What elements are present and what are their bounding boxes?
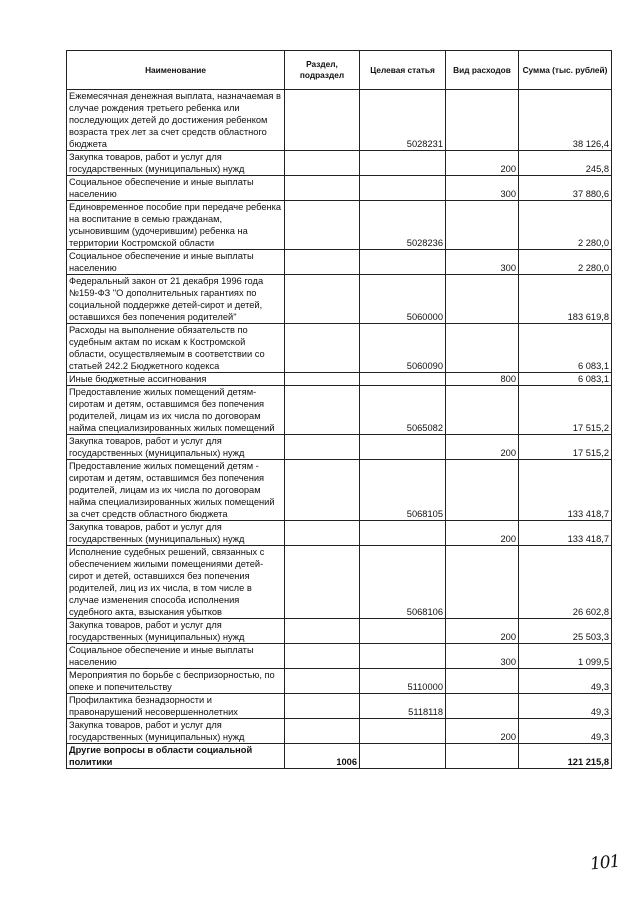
row-name-cell: Исполнение судебных решений, связанных с обеспечением жилыми помещениями детей-сирот и детей, оставшихся без попечения родителей, лиц из их числа, в том числе в случае изменения способа исполнения судебного акта, взыскания убытков (67, 546, 285, 619)
row-section-cell (285, 176, 360, 201)
row-sum-cell: 245,8 (519, 151, 612, 176)
row-target-cell (360, 250, 446, 275)
header-expense-type: Вид расходов (446, 51, 519, 90)
table-row (67, 669, 612, 694)
table-row (67, 435, 612, 460)
row-sum-cell: 1 099,5 (519, 644, 612, 669)
row-sum-cell: 6 083,1 (519, 373, 612, 386)
row-type-cell (446, 275, 519, 324)
row-name-cell: Ежемесячная денежная выплата, назначаемая в случае рождения третьего ребенка или последующих детей до достижения ребенком возраста трех лет за счет средств областного бюджета (67, 90, 285, 151)
table-row (67, 151, 612, 176)
table-row (67, 744, 612, 769)
row-name-cell: Социальное обеспечение и иные выплаты населению (67, 176, 285, 201)
row-type-cell: 200 (446, 435, 519, 460)
row-target-cell (360, 176, 446, 201)
table-row (67, 619, 612, 644)
row-target-cell (360, 521, 446, 546)
row-name-cell: Закупка товаров, работ и услуг для государственных (муниципальных) нужд (67, 151, 285, 176)
row-sum-cell: 17 515,2 (519, 386, 612, 435)
row-name-cell: Закупка товаров, работ и услуг для государственных (муниципальных) нужд (67, 521, 285, 546)
row-name-cell: Расходы на выполнение обязательств по судебным актам по искам к Костромской области, осуществляемым в соответствии со статьей 242.2 Бюджетного кодекса (67, 324, 285, 373)
row-type-cell (446, 669, 519, 694)
row-sum-cell: 133 418,7 (519, 460, 612, 521)
row-type-cell (446, 386, 519, 435)
table-row (67, 201, 612, 250)
header-target: Целевая статья (360, 51, 446, 90)
row-sum-cell: 2 280,0 (519, 250, 612, 275)
row-name-cell: Социальное обеспечение и иные выплаты населению (67, 250, 285, 275)
row-target-cell: 5068105 (360, 460, 446, 521)
table-row (67, 546, 612, 619)
row-section-cell (285, 324, 360, 373)
row-target-cell (360, 373, 446, 386)
row-target-cell: 5060090 (360, 324, 446, 373)
row-section-cell (285, 546, 360, 619)
row-type-cell (446, 460, 519, 521)
table-row (67, 324, 612, 373)
row-type-cell: 800 (446, 373, 519, 386)
row-type-cell (446, 744, 519, 769)
row-target-cell: 5028231 (360, 90, 446, 151)
row-section-cell (285, 250, 360, 275)
row-target-cell (360, 719, 446, 744)
row-section-cell (285, 275, 360, 324)
row-target-cell (360, 744, 446, 769)
row-name-cell: Предоставление жилых помещений детям - сиротам и детям, оставшимся без попечения родителей, лицам из их числа по договорам найма специализированных жилых помещений за счет средств областного бюджета (67, 460, 285, 521)
row-section-cell (285, 460, 360, 521)
row-target-cell (360, 619, 446, 644)
row-target-cell: 5110000 (360, 669, 446, 694)
row-type-cell: 300 (446, 250, 519, 275)
row-sum-cell: 2 280,0 (519, 201, 612, 250)
row-name-cell: Закупка товаров, работ и услуг для государственных (муниципальных) нужд (67, 435, 285, 460)
table-row (67, 719, 612, 744)
page-number: 101 (589, 851, 621, 875)
row-type-cell (446, 201, 519, 250)
row-name-cell: Закупка товаров, работ и услуг для государственных (муниципальных) нужд (67, 719, 285, 744)
row-type-cell: 300 (446, 644, 519, 669)
row-name-cell: Социальное обеспечение и иные выплаты населению (67, 644, 285, 669)
table-row (67, 521, 612, 546)
row-type-cell: 200 (446, 151, 519, 176)
row-name-cell: Федеральный закон от 21 декабря 1996 года №159-ФЗ "О дополнительных гарантиях по социальной поддержке детей-сирот и детей, оставшихся без попечения родителей" (67, 275, 285, 324)
row-name-cell: Другие вопросы в области социальной политики (67, 744, 285, 769)
row-target-cell: 5065082 (360, 386, 446, 435)
table-row (67, 386, 612, 435)
budget-table (66, 50, 612, 769)
table-row (67, 90, 612, 151)
row-name-cell: Профилактика безнадзорности и правонарушений несовершеннолетних (67, 694, 285, 719)
row-sum-cell: 37 880,6 (519, 176, 612, 201)
row-sum-cell: 38 126,4 (519, 90, 612, 151)
table-row (67, 694, 612, 719)
row-sum-cell: 6 083,1 (519, 324, 612, 373)
row-name-cell: Предоставление жилых помещений детям-сиротам и детям, оставшимся без попечения родителей, лицам из их числа по договорам найма специализированных жилых помещений (67, 386, 285, 435)
row-sum-cell: 133 418,7 (519, 521, 612, 546)
row-section-cell (285, 644, 360, 669)
table-row (67, 373, 612, 386)
row-type-cell: 200 (446, 719, 519, 744)
row-target-cell (360, 644, 446, 669)
row-sum-cell: 17 515,2 (519, 435, 612, 460)
row-sum-cell: 49,3 (519, 719, 612, 744)
row-type-cell (446, 694, 519, 719)
table-row (67, 250, 612, 275)
row-target-cell: 5060000 (360, 275, 446, 324)
row-target-cell: 5068106 (360, 546, 446, 619)
row-sum-cell: 49,3 (519, 694, 612, 719)
row-target-cell: 5028236 (360, 201, 446, 250)
row-name-cell: Мероприятия по борьбе с беспризорностью, по опеке и попечительству (67, 669, 285, 694)
row-sum-cell: 183 619,8 (519, 275, 612, 324)
row-name-cell: Единовременное пособие при передаче ребенка на воспитание в семью гражданам, усыновившим (удочерившим) ребенка на территории Костромской области (67, 201, 285, 250)
row-section-cell (285, 373, 360, 386)
row-section-cell (285, 435, 360, 460)
header-name: Наименование (67, 51, 285, 90)
row-sum-cell: 49,3 (519, 669, 612, 694)
row-section-cell (285, 386, 360, 435)
row-type-cell (446, 546, 519, 619)
header-section: Раздел, подраздел (285, 51, 360, 90)
row-section-cell (285, 151, 360, 176)
table-row (67, 275, 612, 324)
header-sum: Сумма (тыс. рублей) (519, 51, 612, 90)
row-type-cell: 300 (446, 176, 519, 201)
row-target-cell (360, 151, 446, 176)
row-sum-cell: 25 503,3 (519, 619, 612, 644)
table-row (67, 460, 612, 521)
row-section-cell (285, 521, 360, 546)
row-target-cell: 5118118 (360, 694, 446, 719)
row-section-cell (285, 619, 360, 644)
row-section-cell: 1006 (285, 744, 360, 769)
row-target-cell (360, 435, 446, 460)
table-row (67, 176, 612, 201)
row-sum-cell: 26 602,8 (519, 546, 612, 619)
row-section-cell (285, 201, 360, 250)
row-name-cell: Закупка товаров, работ и услуг для государственных (муниципальных) нужд (67, 619, 285, 644)
row-section-cell (285, 694, 360, 719)
row-type-cell (446, 324, 519, 373)
table-row (67, 644, 612, 669)
row-section-cell (285, 719, 360, 744)
table-header-row (67, 51, 612, 90)
row-section-cell (285, 669, 360, 694)
row-name-cell: Иные бюджетные ассигнования (67, 373, 285, 386)
row-sum-cell: 121 215,8 (519, 744, 612, 769)
row-section-cell (285, 90, 360, 151)
row-type-cell (446, 90, 519, 151)
row-type-cell: 200 (446, 521, 519, 546)
row-type-cell: 200 (446, 619, 519, 644)
